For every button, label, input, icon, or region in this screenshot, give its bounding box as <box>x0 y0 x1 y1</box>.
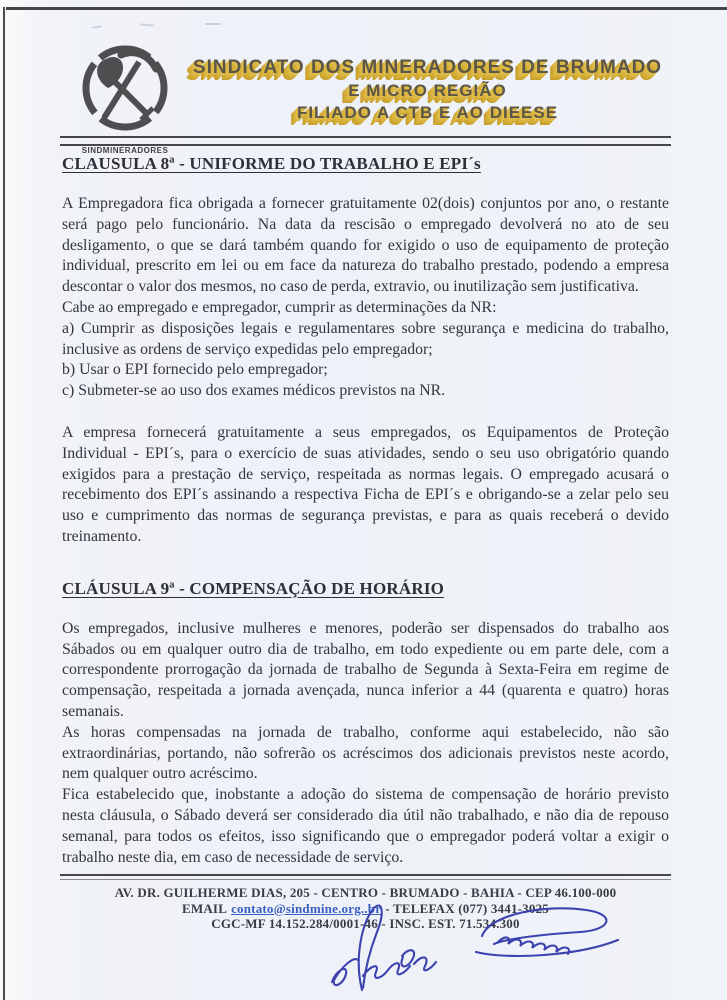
clause-8-heading: CLAUSULA 8ª - UNIFORME DO TRABALHO E EPI´s <box>62 154 481 173</box>
clause-8-paragraph-1: A Empregadora fica obrigada a fornecer gratuitamente 02(dois) conjuntos por ano, o restante será pago pelo funcionário. Na data da rescisão o empregado devolverá no ato de seu desligamento, o que se dará também quando for exigido o uso de equipamento de proteção individual, prescrito em lei ou em face da natureza do trabalho prestado, podendo a empresa descontar o valor dos mesmos, no caso de perda, extravio, ou inutilização sem justificativa. <box>62 195 669 296</box>
scan-artifact <box>92 25 102 28</box>
signature-left <box>318 898 468 998</box>
clause-8-item-a: a) Cumprir as disposições legais e regulamentares sobre segurança e medicina do trabalho, inclusive as ordens de serviço expedidas pelo empregador; <box>62 319 669 358</box>
clause-9-heading: CLÁUSULA 9ª - COMPENSAÇÃO DE HORÁRIO <box>62 578 445 598</box>
document-body <box>62 154 669 868</box>
clause-8-paragraph-2: Cabe ao empregado e empregador, cumprir as determinações da NR: <box>62 298 497 316</box>
clause-9-paragraph-2: As horas compensadas na jornada de trabalho, conforme aqui estabelecido, não são extraordinárias, portando, não sofrerão os acréscimos dos adicionais previstos neste acordo, nem qualquer outro acréscimo. <box>62 723 669 783</box>
clause-8-paragraph-3: A empresa fornecerá gratuitamente a seus empregados, os Equipamentos de Proteção Individual - EPI´s, para o exercício de suas atividades, sendo o seu uso obrigatório quando exigidos para a prestação de serviço, respeitada as normas legais. O empregado acusará o recebimento dos EPI´s assinando a respectiva Ficha de EPI´s e obrigando-se a zelar pelo seu uso e cumprimento das normas de segurança previstas, e para as quais receberá o devido treinamento. <box>62 423 669 545</box>
crossed-pickaxe-shovel-icon <box>73 42 177 140</box>
footer-address: AV. DR. GUILHERME DIAS, 205 - CENTRO - BRUMADO - BAHIA - CEP 46.100-000 <box>114 885 617 900</box>
logo-caption: SINDMINERADORES <box>81 146 169 155</box>
title-line-2: E MICRO REGIÃO <box>348 81 507 100</box>
footer-divider <box>60 874 671 880</box>
title-line-1: SINDICATO DOS MINERADORES DE BRUMADO <box>192 57 663 78</box>
footer-registration: CGC-MF 14.152.284/0001-46 - INSC. EST. 71.534.300 <box>211 916 520 931</box>
header-divider <box>60 136 671 146</box>
clause-8-item-b: b) Usar o EPI fornecido pelo empregador; <box>62 361 328 379</box>
letterhead-title <box>184 42 671 124</box>
clause-9-paragraph-1: Os empregados, inclusive mulheres e menores, poderão ser dispensados do trabalho aos Sábados ou em qualquer outro dia de trabalho, em todo expediente ou em parte dele, com a correspondente prorrogação da jornada de trabalho de Segunda à Sexta-Feira em regime de compensação, respeitada a jornada avençada, nunca inferior a 44 (quarenta e quatro) horas semanais. <box>62 619 669 720</box>
scan-artifact <box>140 23 154 26</box>
telefax-text: - TELEFAX (077) 3441-3025 <box>385 900 549 916</box>
email-label: EMAIL <box>182 900 228 916</box>
scan-artifact <box>205 23 221 25</box>
clause-9-paragraph-3: Fica estabelecido que, inobstante a adoção do sistema de compensação de horário previsto nesta cláusula, o Sábado deverá ser considerado dia útil não trabalhado, e não dia de repouso semanal, para todos os efeitos, isso significando que o empregador poderá voltar a exigir o trabalho neste dia, em caso de necessidade de serviço. <box>62 786 669 866</box>
signature-right <box>468 902 653 972</box>
title-line-3: FILIADO A CTB E AO DIEESE <box>296 103 559 122</box>
scan-edge-top <box>6 7 727 10</box>
scan-edge-left <box>3 7 5 1000</box>
clause-8-item-c: c) Submeter-se ao uso dos exames médicos previstos na NR. <box>62 382 446 400</box>
email-link: contato@sindmine.org..br <box>231 900 382 916</box>
